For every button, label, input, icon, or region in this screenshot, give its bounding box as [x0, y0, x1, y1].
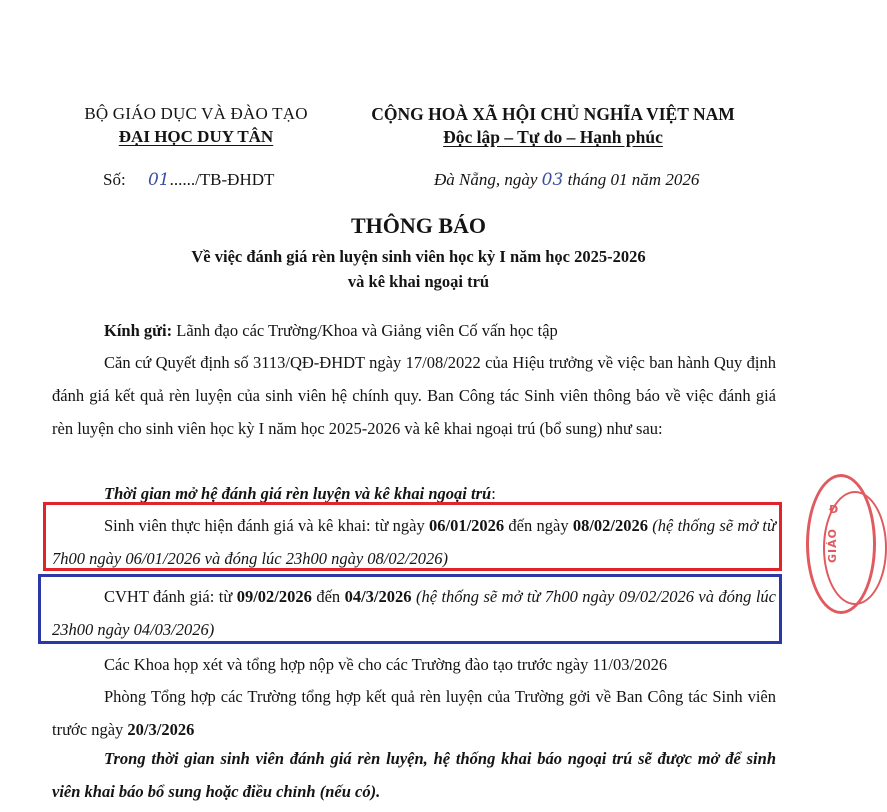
faculty-deadline-line: Các Khoa họp xét và tổng hợp nộp về cho các Trường đào tạo trước ngày 11/03/2026: [104, 655, 668, 674]
notice-subtitle-2: và kê khai ngoại trú: [347, 272, 490, 291]
notice-subtitle-1: Về việc đánh giá rèn luyện sinh viên học kỳ I năm học 2025-2026: [191, 247, 646, 266]
intro-paragraph: Căn cứ Quyết định số 3113/QĐ-ĐHDT ngày 17/08/2022 của Hiệu trưởng về việc ban hành Quy định đánh giá kết quả rèn luyện của sinh viên hệ chính quy. Ban Công tác Sinh viên thông báo về việc đánh giá rèn luyện cho sinh viên học kỳ I năm học 2025-2026 và kê khai ngoại trú (bổ sung) như sau:: [52, 353, 776, 438]
document-date: [434, 170, 699, 190]
document-number: [103, 170, 274, 190]
student-period-text-2: đến ngày: [504, 516, 573, 535]
seal-text-giao: GIÁO: [826, 528, 839, 563]
recipient-text: Lãnh đạo các Trường/Khoa và Giảng viên Cố vấn học tập: [172, 321, 558, 340]
official-seal: [806, 474, 876, 614]
document-number-handwritten: 01: [147, 170, 170, 190]
recipient-line: [52, 314, 776, 347]
office-deadline-paragraph: [52, 680, 776, 746]
date-prefix: Đà Nẵng, ngày: [434, 170, 542, 189]
country-name: CỘNG HOÀ XÃ HỘI CHỦ NGHĨA VIỆT NAM: [371, 104, 735, 124]
schedule-heading-text: Thời gian mở hệ đánh giá rèn luyện và kê khai ngoại trú: [104, 484, 492, 503]
student-period-end-date: 08/02/2026: [572, 516, 648, 535]
date-suffix: tháng 01 năm 2026: [563, 170, 700, 189]
seal-text-d: Đ: [829, 503, 839, 516]
advisor-period-end-date: 04/3/2026: [344, 587, 412, 606]
recipient-label: Kính gửi:: [104, 321, 173, 340]
student-period-text-1: Sinh viên thực hiện đánh giá và kê khai: từ ngày: [104, 516, 429, 535]
office-deadline-text: Phòng Tổng hợp các Trường tổng hợp kết quả rèn luyện của Trường gởi về Ban Công tác Sinh viên trước ngày: [52, 687, 776, 739]
student-period-start-date: 06/01/2026: [428, 516, 505, 535]
ministry-name: BỘ GIÁO DỤC VÀ ĐÀO TẠO: [84, 104, 308, 123]
date-day-handwritten: 03: [541, 170, 564, 190]
student-period-note: (hệ thống sẽ mở từ 7h00 ngày 06/01/2026 và đóng lúc 23h00 ngày 08/02/2026): [52, 516, 776, 568]
student-period-paragraph: [52, 509, 776, 575]
advisor-period-text-1: CVHT đánh giá: từ: [104, 587, 237, 606]
notice-title: THÔNG BÁO: [350, 213, 487, 238]
schedule-heading-colon: :: [491, 484, 496, 503]
advisor-period-note: (hệ thống sẽ mở từ 7h00 ngày 09/02/2026 và đóng lúc 23h00 ngày 04/03/2026): [52, 587, 776, 639]
national-motto: Độc lập – Tự do – Hạnh phúc: [443, 127, 663, 147]
final-note-paragraph: Trong thời gian sinh viên đánh giá rèn luyện, hệ thống khai báo ngoại trú sẽ được mở để sinh viên khai báo bổ sung hoặc điều chỉnh (nếu có).: [52, 749, 776, 801]
document-number-prefix: Số:: [103, 170, 126, 189]
advisor-period-start-date: 09/02/2026: [236, 587, 312, 606]
document-number-suffix: ....../TB-ĐHDT: [169, 170, 275, 189]
office-deadline-date: 20/3/2026: [127, 720, 195, 739]
advisor-period-paragraph: [52, 580, 776, 646]
advisor-period-text-2: đến: [311, 587, 345, 606]
university-name: ĐẠI HỌC DUY TÂN: [118, 127, 274, 146]
